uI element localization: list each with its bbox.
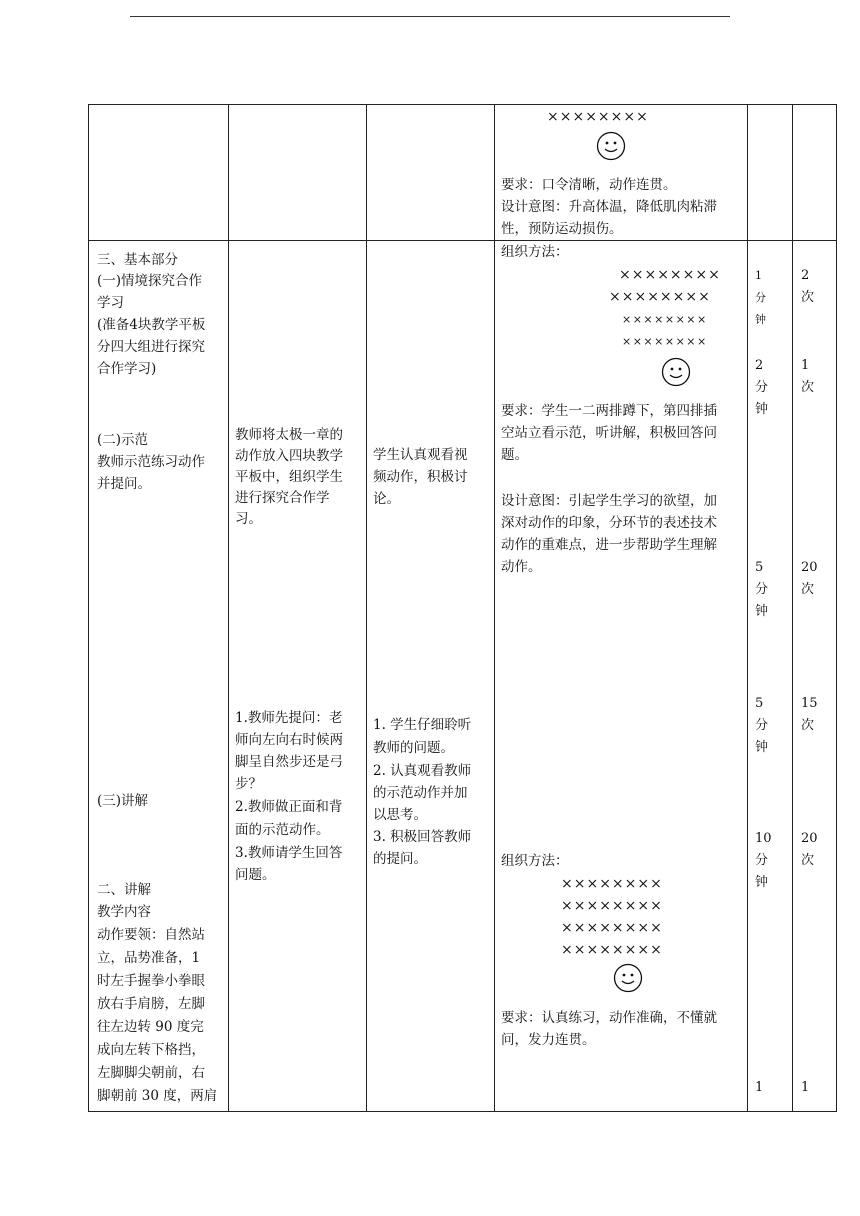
teacher-activity: 动作放入四块教学 <box>235 448 343 464</box>
organization-label: 组织方法： <box>501 244 569 260</box>
smiley-icon <box>613 963 643 993</box>
section-text: 教学内容 <box>97 904 151 920</box>
teacher-activity: 3.教师请学生回答 <box>235 845 343 861</box>
section-note: 分四大组进行探究 <box>97 339 205 355</box>
column-divider <box>366 105 367 1111</box>
section-heading: 二、讲解 <box>97 882 151 898</box>
design-intent-text: 动作。 <box>501 559 542 575</box>
design-intent-text: 深对动作的印象，分环节的表述技术 <box>501 515 717 531</box>
count-value: 15 次 <box>801 696 818 733</box>
student-activity: 论。 <box>373 491 400 507</box>
column-divider <box>228 105 229 1111</box>
teacher-activity: 平板中，组织学生 <box>235 469 343 485</box>
requirement-text: 要求：口令清晰，动作连贯。 <box>501 177 677 193</box>
student-activity: 1. 学生仔细聆听 <box>373 717 472 733</box>
section-subheading: (三)讲解 <box>97 793 149 809</box>
section-text: 时左手握拳小拳眼 <box>97 973 205 989</box>
count-value: 1 次 <box>801 358 815 395</box>
student-activity: 学生认真观看视 <box>373 447 468 463</box>
section-text: 往左边转 90 度完 <box>97 1019 204 1035</box>
requirement-text: 空站立看示范，听讲解，积极回答问 <box>501 425 717 441</box>
section-text: 脚朝前 30 度，两肩 <box>97 1088 218 1104</box>
teacher-activity: 习。 <box>235 511 262 527</box>
row-divider <box>89 240 836 241</box>
formation-row: ×××××××× <box>561 920 663 936</box>
teacher-activity: 脚呈自然步还是弓 <box>235 754 343 770</box>
time-value: 5 分 钟 <box>755 696 769 755</box>
section-text: 立，品势准备，1 <box>97 950 201 966</box>
student-activity: 2. 认真观看教师 <box>373 763 472 779</box>
formation-row: ×××××××× <box>622 335 708 348</box>
lesson-plan-table <box>88 104 837 1112</box>
section-note: 合作学习) <box>97 361 157 377</box>
teacher-activity: 1.教师先提问：老 <box>235 710 343 726</box>
count-value: 20 次 <box>801 831 818 868</box>
design-intent-text: 动作的重难点，进一步帮助学生理解 <box>501 537 717 553</box>
formation-row: ×××××××× <box>561 942 663 958</box>
formation-row: ×××××××× <box>622 313 708 326</box>
formation-row: ×××××××× <box>547 109 649 125</box>
count-value: 2 次 <box>801 268 815 305</box>
student-activity: 教师的问题。 <box>373 740 454 756</box>
time-value: 1 <box>755 1080 764 1095</box>
student-activity: 的示范动作并加 <box>373 785 468 801</box>
student-activity: 频动作，积极讨 <box>373 469 468 485</box>
smiley-icon <box>596 131 626 161</box>
count-value: 1 <box>801 1080 810 1095</box>
design-intent-text: 设计意图：升高体温，降低肌肉粘滞 <box>501 199 717 215</box>
time-value: 10 分 钟 <box>755 831 772 890</box>
student-activity: 的提问。 <box>373 851 427 867</box>
requirement-text: 问，发力连贯。 <box>501 1032 596 1048</box>
formation-row: ×××××××× <box>619 267 721 283</box>
student-activity: 以思考。 <box>373 807 427 823</box>
section-note: (准备4块教学平板 <box>97 317 206 333</box>
column-divider <box>494 105 495 1111</box>
column-divider <box>747 105 748 1111</box>
teacher-activity: 2.教师做正面和背 <box>235 799 343 815</box>
section-text: 动作要领：自然站 <box>97 927 205 943</box>
requirement-text: 要求：学生一二两排蹲下，第四排插 <box>501 403 717 419</box>
teacher-activity: 教师将太极一章的 <box>235 427 343 443</box>
section-text: 教师示范练习动作 <box>97 454 205 470</box>
count-value: 20 次 <box>801 560 818 597</box>
teacher-activity: 师向左向右时候两 <box>235 732 343 748</box>
time-value: 2 分 钟 <box>755 358 769 417</box>
header-rule <box>130 16 730 17</box>
organization-label: 组织方法： <box>501 853 569 869</box>
time-value: 5 分 钟 <box>755 560 769 619</box>
smiley-icon <box>661 357 691 387</box>
section-subheading: (一)情境探究合作 <box>97 273 203 289</box>
formation-row: ×××××××× <box>609 289 711 305</box>
section-text: 放右手肩膀，左脚 <box>97 996 205 1012</box>
section-subheading: 学习 <box>97 295 124 311</box>
teacher-activity: 进行探究合作学 <box>235 490 330 506</box>
requirement-text: 题。 <box>501 447 528 463</box>
section-text: 左脚脚尖朝前，右 <box>97 1065 205 1081</box>
teacher-activity: 问题。 <box>235 867 276 883</box>
section-heading: 三、基本部分 <box>97 252 178 268</box>
student-activity: 3. 积极回答教师 <box>373 829 472 845</box>
design-intent-text: 设计意图：引起学生学习的欲望，加 <box>501 493 717 509</box>
time-value: 1 分 钟 <box>755 269 766 326</box>
design-intent-text: 性，预防运动损伤。 <box>501 221 623 237</box>
section-text: 并提问。 <box>97 476 151 492</box>
formation-row: ×××××××× <box>561 898 663 914</box>
requirement-text: 要求：认真练习，动作准确，不懂就 <box>501 1010 717 1026</box>
teacher-activity: 面的示范动作。 <box>235 822 330 838</box>
teacher-activity: 步？ <box>235 776 262 792</box>
section-text: 成向左转下格挡， <box>97 1042 205 1058</box>
section-subheading: (二)示范 <box>97 432 149 448</box>
column-divider <box>792 105 793 1111</box>
formation-row: ×××××××× <box>561 876 663 892</box>
